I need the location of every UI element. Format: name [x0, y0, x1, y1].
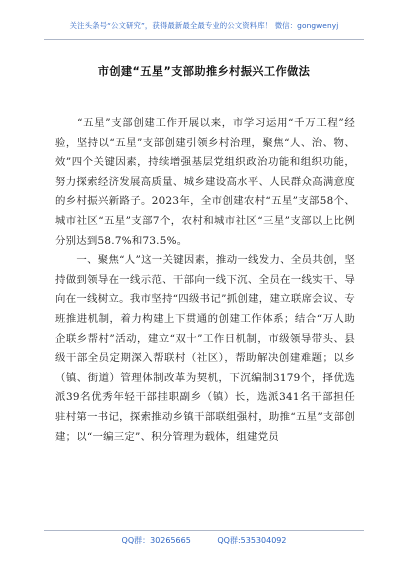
paragraph-1: “五星”支部创建工作开展以来，市学习运用“千万工程”经验，坚持以“五星”支部创建引领乡村治理，聚焦“人、治、物、效”四个关键因素，持续增强基层党组织政治功能和组织功能，努力探索经济发展高质量、城乡建设高水平、人民群众高满意度的乡村振兴新路子。2023年，全市创建农村“五星”支部58个、城市社区“五星”支部7个，农村和城市社区“三星”支部以上比例分别达到58.7%和73.5%。 — [55, 117, 355, 247]
qq-group-2: QQ群:535304092 — [217, 536, 287, 545]
paragraph-2: 一、聚焦“人”这一关键因素，推动一线发力、全员共创，坚持做到领导在一线示范、干部向一线下沉、全员在一线实干、导向在一线树立。我市坚持“四级书记”抓创建，建立联席会议、专班推进机制，着力构建上下贯通的创建工作体系；结合“万人助企联乡帮村”活动，建立“双十”工作日机制，市级领导带头、县级干部全员定期深入帮联村（社区），帮助解决创建难题；以乡（镇、街道）管理体制改革为契机，下沉编制3179个，择优选派39名优秀年轻干部挂职副乡（镇）长，选派341名干部担任驻村第一书记，探索推动乡镇干部联组强村，助推“五星”支部创建；以“一编三定”、积分管理为载体，组建党员 — [55, 254, 355, 443]
header-banner: 关注头条号“公文研究”，获得最新最全最专业的公文资料库！ 微信：gongwenyj — [69, 21, 339, 30]
qq-group-1: QQ群：30265665 — [121, 536, 191, 545]
document-body — [55, 114, 355, 447]
footer-divider — [44, 530, 364, 531]
document-title: 市创建“五星”支部助推乡村振兴工作做法 — [97, 65, 311, 78]
footer — [0, 535, 408, 546]
header-divider — [44, 39, 364, 40]
